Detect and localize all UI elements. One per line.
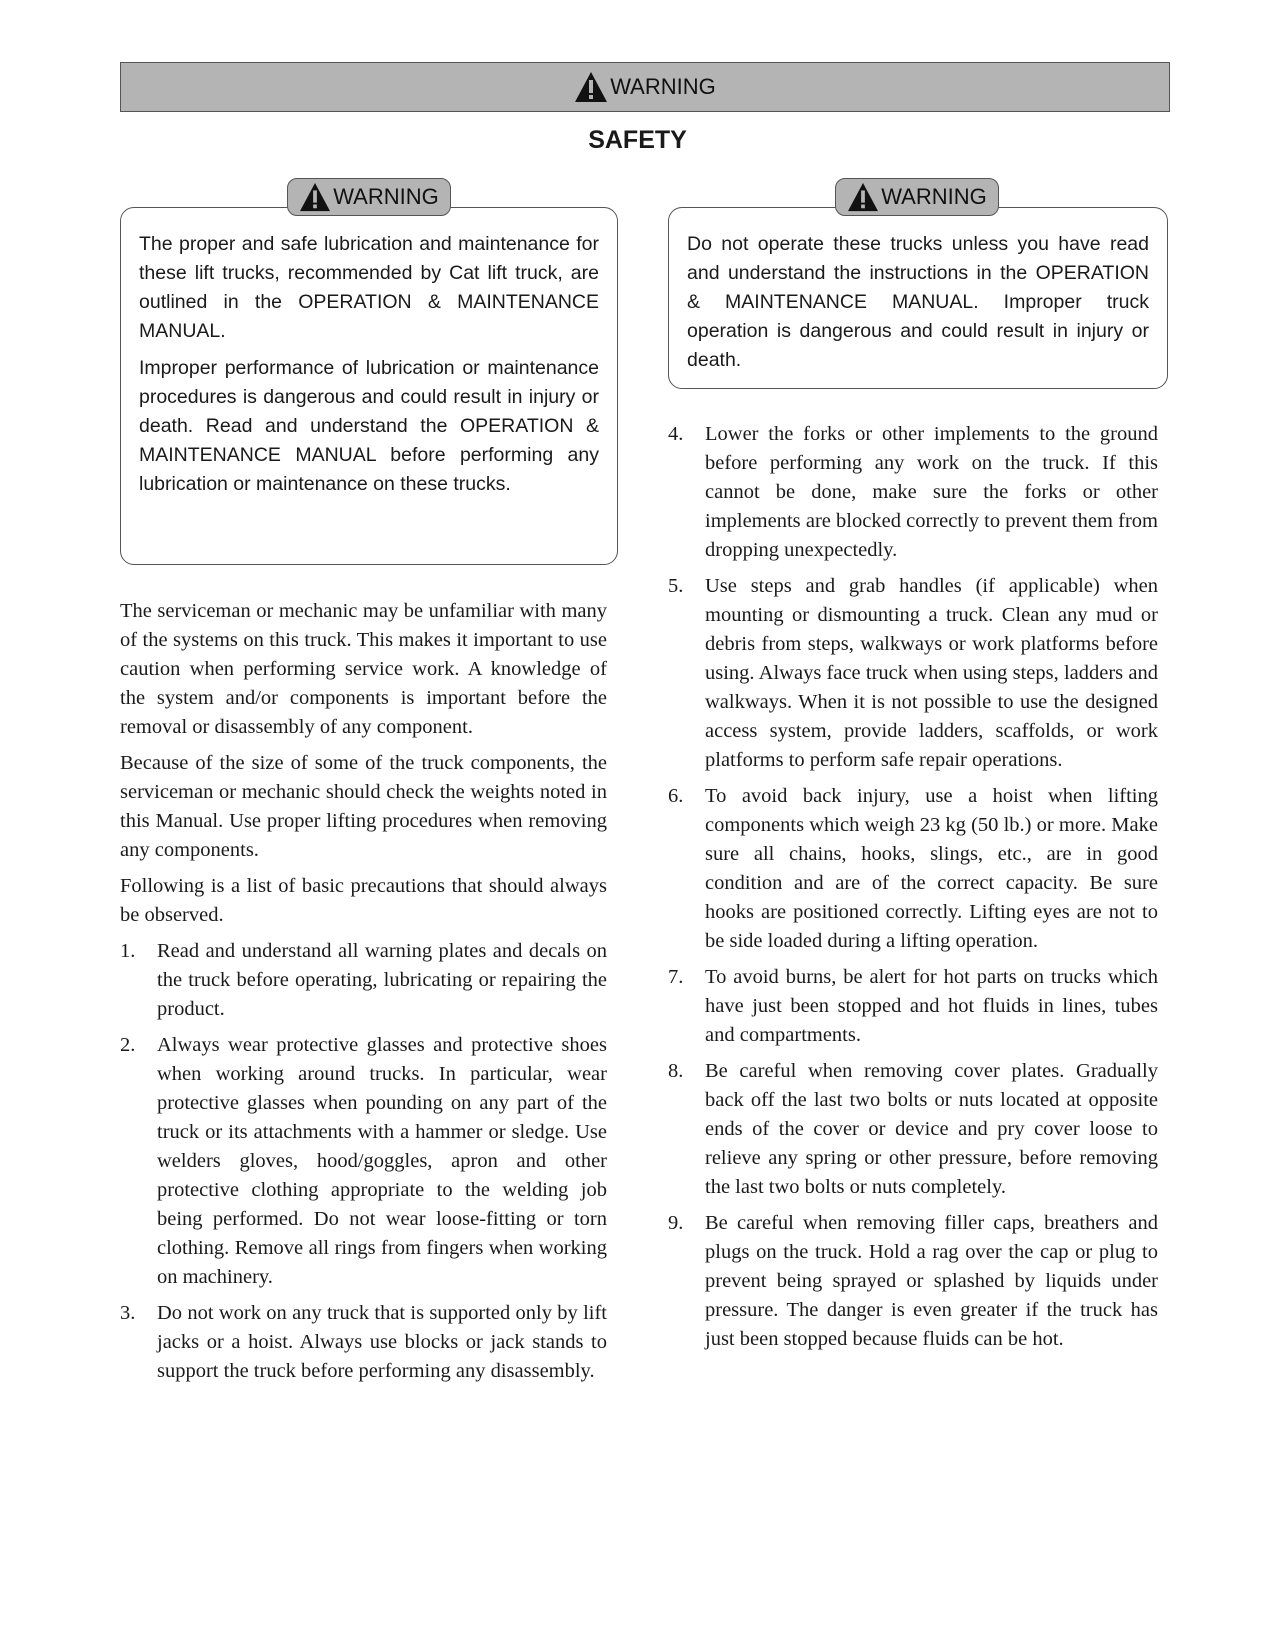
warning-triangle-icon [574, 71, 608, 103]
list-item-number: 2. [120, 1034, 136, 1056]
top-warning-banner [120, 62, 1170, 112]
list-item-number: 1. [120, 940, 136, 962]
list-item-text: Lower the forks or other implements to the ground before performing any work on the truck. If this cannot be done, make sure the forks or other implements are blocked correctly to prevent them from dropping unexpectedly. [705, 423, 1158, 561]
list-item-number: 6. [668, 785, 684, 807]
warning-left-paragraph-2: Improper performance of lubrication or maintenance procedures is dangerous and could result in injury or death. Read and understand the OPERATION & MAINTENANCE MANUAL before performing any lubrication or maintenance on these trucks. [139, 357, 599, 495]
warning-label-left [287, 178, 451, 216]
list-item-text: Read and understand all warning plates and decals on the truck before operating, lubricating or repairing the product. [157, 940, 607, 1020]
list-item [668, 782, 1158, 956]
warning-label-left-text: WARNING [333, 184, 439, 209]
warning-label-right-text: WARNING [881, 184, 987, 209]
list-item [668, 1209, 1158, 1354]
list-item [668, 572, 1158, 775]
warning-triangle-icon [299, 182, 331, 212]
top-banner-label: WARNING [610, 74, 716, 99]
list-item-number: 5. [668, 575, 684, 597]
warning-label-right [835, 178, 999, 216]
list-item-text: Do not work on any truck that is supported only by lift jacks or a hoist. Always use blocks or jack stands to support the truck before performing any disassembly. [157, 1302, 607, 1382]
left-column [120, 597, 607, 1393]
warning-left-paragraph-1: The proper and safe lubrication and maintenance for these lift trucks, recommended by Cat lift truck, are outlined in the OPERATION & MAINTENANCE MANUAL. [139, 233, 599, 342]
list-item-number: 4. [668, 423, 684, 445]
warning-right-paragraph-1: Do not operate these trucks unless you have read and understand the instructions in the OPERATION & MAINTENANCE MANUAL. Improper truck operation is dangerous and could result in injury or death. [687, 233, 1149, 371]
warning-box-right [668, 207, 1168, 389]
list-item-text: To avoid burns, be alert for hot parts on trucks which have just been stopped and hot fluids in lines, tubes and compartments. [705, 966, 1158, 1046]
list-item [668, 1057, 1158, 1202]
list-item-number: 3. [120, 1302, 136, 1324]
list-item-text: Use steps and grab handles (if applicable) when mounting or dismounting a truck. Clean any mud or debris from steps, walkways or work platforms before using. Always face truck when using steps, ladders and walkways. When it is not possible to use the designed access system, provide ladders, scaffolds, or work platforms to perform safe repair operations. [705, 575, 1158, 771]
list-item-text: To avoid back injury, use a hoist when lifting components which weigh 23 kg (50 lb.) or more. Make sure all chains, hooks, slings, etc., are in good condition and are of the correct capacity. Be sure hooks are positioned correctly. Lifting eyes are not to be side loaded during a lifting operation. [705, 785, 1158, 952]
list-item-text: Be careful when removing cover plates. Gradually back off the last two bolts or nuts located at opposite ends of the cover or device and pry cover loose to relieve any spring or other pressure, before removing the last two bolts or nuts completely. [705, 1060, 1158, 1198]
list-item [668, 963, 1158, 1050]
list-item [120, 1031, 607, 1292]
intro-paragraph-1: The serviceman or mechanic may be unfamiliar with many of the systems on this truck. This makes it important to use caution when performing service work. A knowledge of the system and/or components is important before the removal or disassembly of any component. [120, 600, 607, 738]
intro-paragraph-2: Because of the size of some of the truck components, the serviceman or mechanic should check the weights noted in this Manual. Use proper lifting procedures when removing any components. [120, 752, 607, 861]
page-title: SAFETY [588, 126, 687, 154]
list-item-text: Always wear protective glasses and protective shoes when working around trucks. In particular, wear protective glasses when pounding on any part of the truck or its attachments with a hammer or sledge. Use welders gloves, hood/goggles, apron and other protective clothing appropriate to the welding job being performed. Do not wear loose-fitting or torn clothing. Remove all rings from fingers when working on machinery. [157, 1034, 607, 1288]
right-column [668, 420, 1158, 1361]
warning-triangle-icon [847, 182, 879, 212]
list-item [668, 420, 1158, 565]
list-item-number: 8. [668, 1060, 684, 1082]
list-item [120, 937, 607, 1024]
list-item-number: 7. [668, 966, 684, 988]
list-item-text: Be careful when removing filler caps, breathers and plugs on the truck. Hold a rag over the cap or plug to prevent being sprayed or splashed by liquids under pressure. The danger is even greater if the truck has just been stopped because fluids can be hot. [705, 1212, 1158, 1350]
list-item-number: 9. [668, 1212, 684, 1234]
list-item [120, 1299, 607, 1386]
intro-paragraph-3: Following is a list of basic precautions that should always be observed. [120, 875, 607, 926]
warning-box-left [120, 207, 618, 565]
